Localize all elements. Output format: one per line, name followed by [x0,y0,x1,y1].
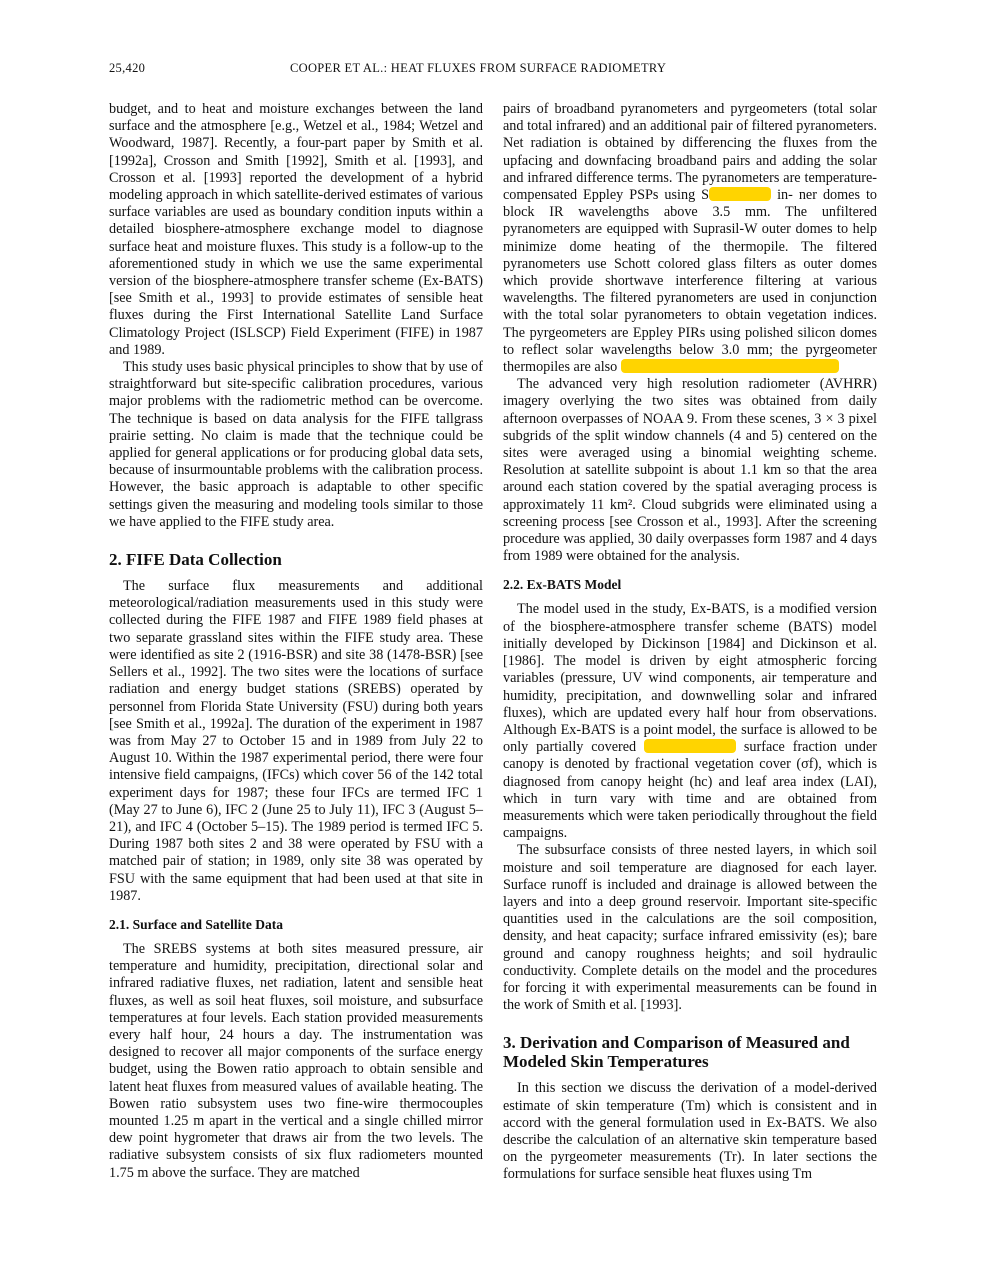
highlight-mark [709,187,771,201]
subsurface-paragraph: The subsurface consists of three nested layers, in which soil moisture and soil temperature are diagnosed for each layer. Surface runoff is included and drainage is allowed between the layers and into a deep ground reservoir. Important site-specific quantities used in the calculations are the soil composition, density, and heat capacity; surface infrared emissivity (es); bare ground and canopy roughness heights; and soil hydraulic conductivity. Complete details on the model and the procedures for forcing it with experimental measurements can be found in the work of Smith et al. [1993]. [503,842,877,1014]
intro-paragraph-continued: budget, and to heat and moisture exchanges between the land surface and the atmosphere [e.g., Wetzel et al., 1984; Wetzel and Woodward, 1987]. Recently, a four-part paper by Smith et al. [1992a], Crosson and Smith [1992], Smith et al. [1993], and Crosson et al. [1993] reported the development of a hybrid modeling approach in which satellite-derived estimates of various surface variables are used as boundary condition inputs within a detailed biosphere-atmosphere exchange model to diagnose surface heat and moisture fluxes. This study is a follow-up to the aforementioned study in which we use the same experimental version of the biosphere-atmosphere transfer scheme (Ex-BATS) [see Smith et al., 1993] to provide estimates of sensible heat fluxes during the First International Satellite Land Surface Climatology Project (ISLSCP) Field Experiment (FIFE) in 1987 and 1989. [109,101,483,358]
section-2-heading: 2. FIFE Data Collection [109,550,282,570]
highlight-mark [621,359,839,373]
section-2-1-paragraph: The SREBS systems at both sites measured pressure, air temperature and humidity, precipitation, directional solar and infrared radiative fluxes, net radiation, latent and sensible heat fluxes, as well as soil heat fluxes, soil moisture, and subsurface temperatures at four levels. Each station provided measurements every half hour, 24 hours a day. The instrumentation was designed to recover all major components of the surface energy budget, using the Bowen ratio approach to obtain sensible and latent heat fluxes from measured values of available heating. The Bowen ratio subsystem uses two fine-wire thermocouples mounted 1.25 m apart in the vertical and a single chilled mirror dew point hygrometer that draws air from the two levels. The radiative subsystem consists of six flux radiometers mounted 1.75 m above the surface. They are matched [109,940,483,1181]
section-2-2-heading: 2.2. Ex-BATS Model [503,577,622,593]
section-2-paragraph: The surface flux measurements and additional meteorological/radiation measurements used in this study were collected during the FIFE 1987 and FIFE 1989 field phases at two separate grassland sites within the FIFE study area. These were identified as site 2 (1916-BSR) and site 38 (1478-BSR) [see Sellers et al., 1992]. The two sites were the locations of surface radiation and energy budget stations (SREBS) operated by personnel from Florida State University (FSU) during both years [see Smith et al., 1992a]. The duration of the experiment in 1987 was from May 27 to October 15 and in 1989 from July 22 to August 10. Within the 1987 experimental period, there were four intensive field campaigns, (IFCs) which cover 56 of the 142 total experiment days for 1987; these four IFCs are termed IFC 1 (May 27 to June 6), IFC 2 (June 25 to July 11), IFC 3 (August 5–21), and IFC 4 (October 5–15). The 1989 period is termed IFC 5. During 1987 both sites 2 and 38 were operated by FSU with a matched pair of station; in 1989, only site 38 was operated by FSU with the same equipment that had been used at that site in 1987. [109,578,483,904]
radiometer-paragraph [503,101,877,376]
page-number: 25,420 [109,61,146,75]
section-2-1-heading: 2.1. Surface and Satellite Data [109,916,283,932]
running-title: COOPER ET AL.: HEAT FLUXES FROM SURFACE RADIOMETRY [290,61,667,75]
exbats-text-end: surface fraction under canopy is denoted by fractional vegetation cover (σf), which is diagnosed from canopy height (hc) and leaf area index (LAI), which in turn vary with time and are obtained from measurements which were taken periodically throughout the field campaigns. [503,739,878,842]
intro-paragraph-2: This study uses basic physical principles to show that by use of straightforward but site-specific calibration procedures, various major problems with the radiometric method can be overcome. The technique is based on data analysis for the FIFE tallgrass prairie setting. No claim is made that the technique could be applied for general applications or for producing global data sets, because of insurmountable problems with the calibration process. However, the basic approach is adaptable to other specific settings given the measuring and modeling tools similar to those we have applied to the FIFE study area. [109,359,483,530]
section-3-paragraph: In this section we discuss the derivation of a model-derived estimate of skin temperature (Tm) which is consistent and in accord with the general formulation used in Ex-BATS. We also describe the calculation of an alternative skin temperature based on the pyrgeometer measurements (Tr). In later sections the formulations for surface sensible heat fluxes using Tm [503,1080,877,1183]
avhrr-paragraph: The advanced very high resolution radiometer (AVHRR) imagery overlying the two sites was obtained from daily afternoon overpasses of NOAA 9. From these scenes, 3 × 3 pixel subgrids of the split window channels (4 and 5) centered on the sites were averaged using a binomial weighting scheme. Resolution at satellite subpoint is about 1.1 km so that the area around each station covered by the spatial averaging process is approximately 11 km². Cloud subgrids were eliminated using a screening process [see Crosson et al., 1993]. After the screening procedure was applied, 30 daily overpasses form 1987 and 4 days from 1989 were obtained for the analysis. [503,376,877,565]
section-3-heading: 3. Derivation and Comparison of Measured and Modeled Skin Temperatures [503,1033,850,1072]
right-column [503,101,877,1184]
radiometer-text-mid: ner domes to block IR wavelengths above 3.5 mm. The unfiltered pyranometers are equipped with Suprasil-W outer domes to help minimize dome heating of the thermopile. The filtered pyranometers use Schott colored glass filters as outer domes which provide shortwave interference filtering at various wavelengths. The filtered pyranometers are used in conjunction with the total solar pyranometers to obtain vegetation indices. The pyrgeometers are Eppley PIRs using polished silicon domes to reflect solar wavelengths below 3.0 mm; the pyrgeometer thermopiles are also [503,187,878,376]
highlight-mark [644,739,736,753]
exbats-paragraph [503,601,877,842]
radiometer-text-start: pairs of broadband pyranometers and pyrgeometers (total solar and total infrared) and an additional pair of filtered pyranometers. Net radiation is obtained by differencing the fluxes from the upfacing and downfacing broadband pairs and adding the solar and infrared difference terms. The pyranometers are temperature-compensated Eppley PSPs using S [503,101,877,204]
radiometer-text-in: in- [777,187,793,204]
left-column [109,101,483,1182]
exbats-text-start: The model used in the study, Ex-BATS, is a modified version of the biosphere-atmosphere transfer scheme (BATS) model initially developed by Dickinson [1984] and Dickinson et al. [1986]. The model is driven by eight atmospheric forcing variables (pressure, UV wind components, air temperature and humidity, precipitation, and downwelling solar and infrared fluxes), which are updated every half hour from observations. Although Ex-BATS is a point model, the surface is allowed to be only partially covered [503,601,877,756]
